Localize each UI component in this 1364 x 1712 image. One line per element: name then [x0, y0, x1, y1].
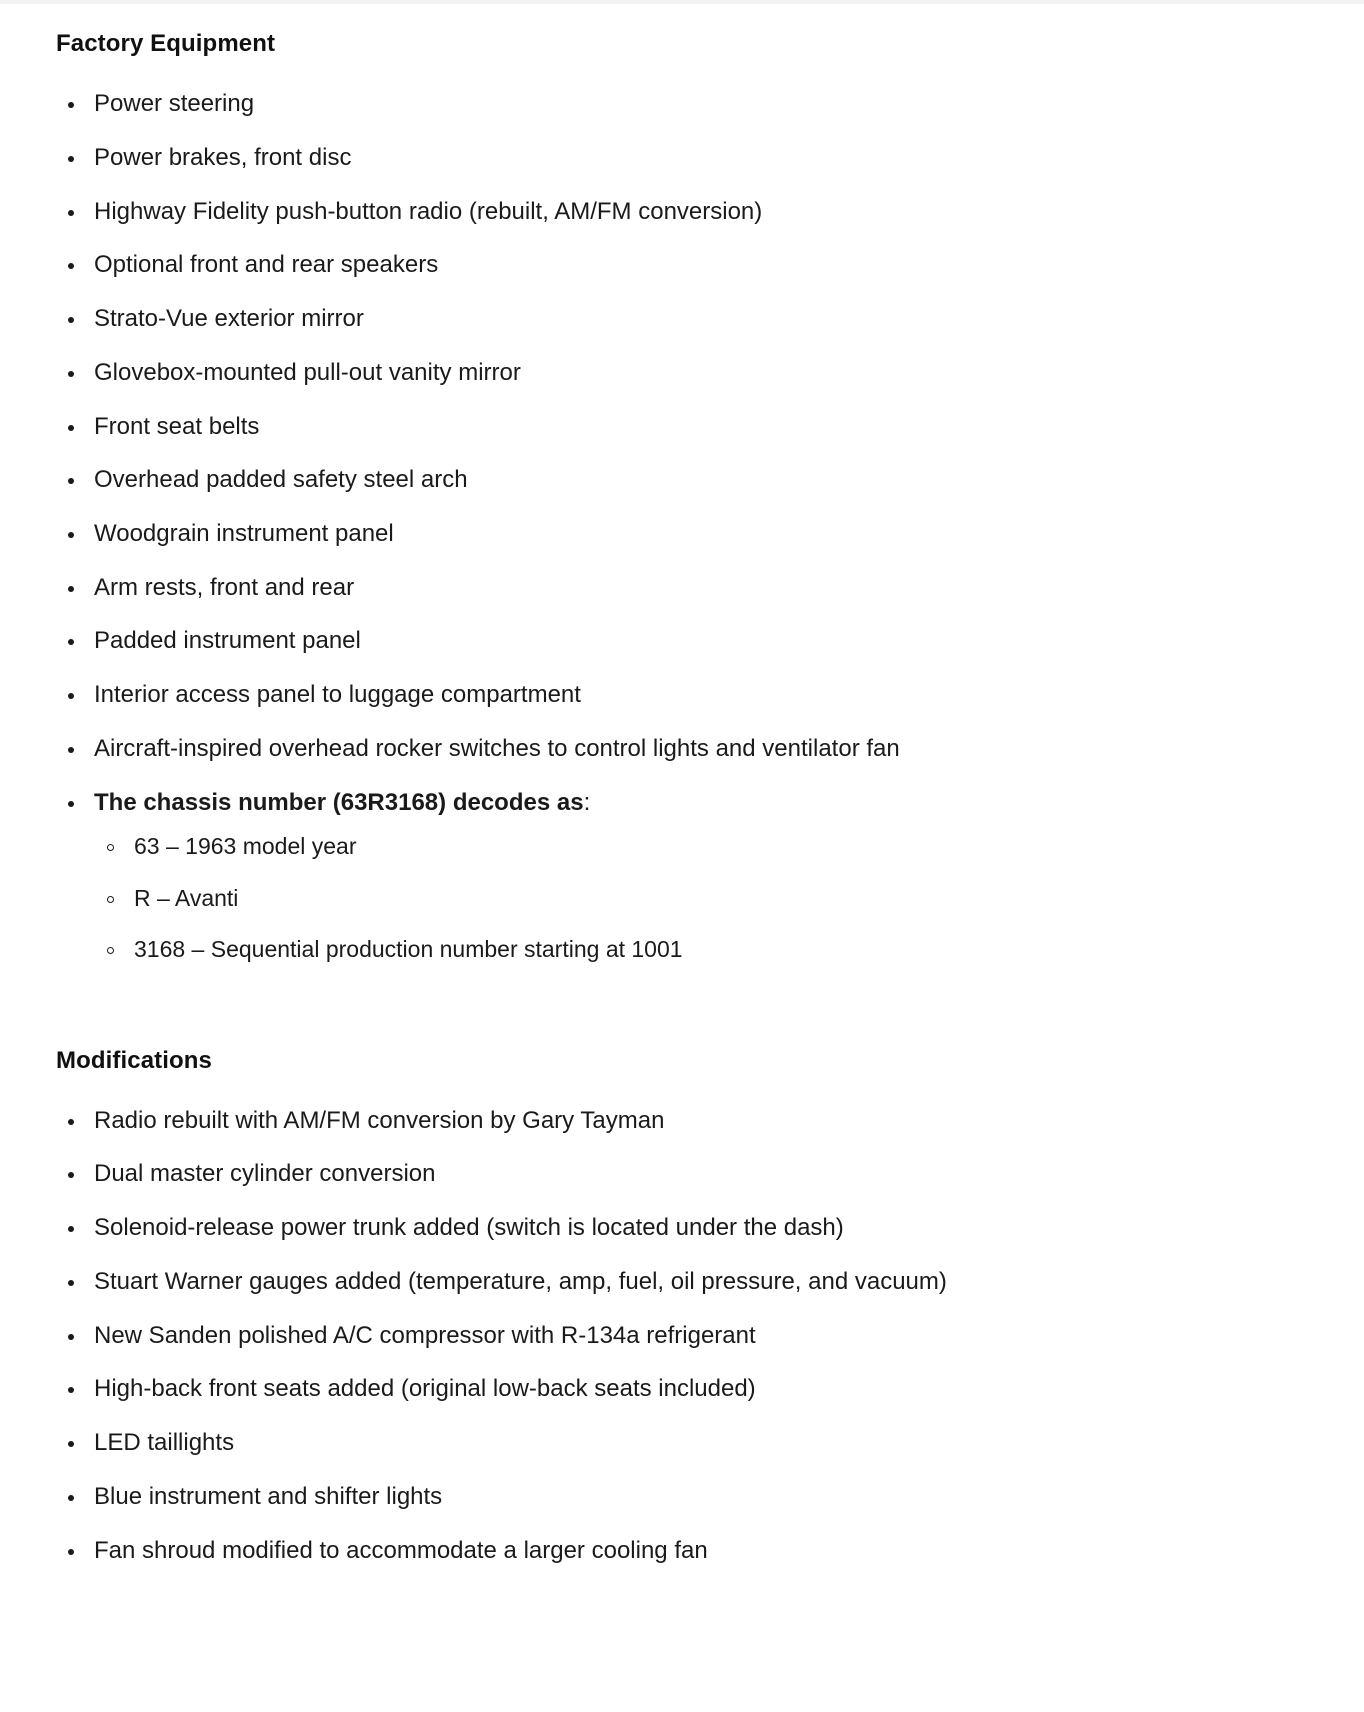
sub-list-item	[94, 935, 1308, 964]
list-item-text: Blue instrument and shifter lights	[94, 1482, 443, 1510]
sub-list-item	[94, 832, 1308, 861]
list-item	[56, 1267, 1308, 1298]
list-item	[56, 1428, 1308, 1459]
section-heading-modifications: Modifications	[56, 1046, 212, 1074]
list-item-text: Glovebox-mounted pull-out vanity mirror	[94, 358, 521, 386]
list-item-text: Optional front and rear speakers	[94, 251, 439, 279]
list-item-text: New Sanden polished A/C compressor with R-134a refrigerant	[94, 1321, 756, 1349]
chassis-decode-list	[94, 832, 1308, 964]
list-item	[56, 626, 1308, 657]
list-item-text: Overhead padded safety steel arch	[94, 466, 468, 494]
list-item	[56, 250, 1308, 281]
list-item	[56, 1374, 1308, 1405]
sub-list-item-text: 63 – 1963 model year	[134, 833, 357, 860]
list-item-text: Power brakes, front disc	[94, 143, 352, 171]
list-item-trailing: :	[583, 788, 591, 816]
section-modifications	[56, 1045, 1308, 1567]
list-item	[56, 519, 1308, 550]
list-item-text: Solenoid-release power trunk added (switch is located under the dash)	[94, 1214, 844, 1242]
list-item-text: Stuart Warner gauges added (temperature, amp, fuel, oil pressure, and vacuum)	[94, 1267, 947, 1295]
list-item-text: Radio rebuilt with AM/FM conversion by Gary Tayman	[94, 1106, 665, 1134]
list-item	[56, 465, 1308, 496]
list-item-text: Woodgrain instrument panel	[94, 519, 394, 547]
list-item	[56, 1106, 1308, 1137]
sub-list-item-text: R – Avanti	[134, 884, 239, 911]
list-item	[56, 1159, 1308, 1190]
list-item	[56, 573, 1308, 604]
list-item-text: Highway Fidelity push-button radio (rebuilt, AM/FM conversion)	[94, 197, 763, 225]
list-item	[56, 1213, 1308, 1244]
section-heading-factory-equipment: Factory Equipment	[56, 30, 276, 57]
list-item	[56, 89, 1308, 120]
list-item	[56, 680, 1308, 711]
list-item-text: Padded instrument panel	[94, 627, 361, 655]
list-item-text: The chassis number (63R3168) decodes as	[94, 788, 584, 816]
sub-list-item	[94, 884, 1308, 913]
list-item	[56, 1321, 1308, 1352]
list-item-text: Fan shroud modified to accommodate a larger cooling fan	[94, 1536, 708, 1564]
list-item-text: Dual master cylinder conversion	[94, 1160, 436, 1188]
list-item	[56, 734, 1308, 765]
list-item	[56, 412, 1308, 443]
list-item	[56, 1482, 1308, 1513]
list-item	[56, 304, 1308, 335]
factory-equipment-list	[56, 89, 1308, 964]
list-item	[56, 197, 1308, 228]
section-factory-equipment	[56, 28, 1308, 965]
list-item-chassis-number	[56, 788, 1308, 965]
list-item-text: Power steering	[94, 90, 255, 118]
modifications-list	[56, 1106, 1308, 1566]
page-top-divider	[0, 0, 1364, 4]
list-item-text: High-back front seats added (original low-back seats included)	[94, 1375, 756, 1403]
list-item	[56, 143, 1308, 174]
list-item	[56, 1536, 1308, 1567]
list-item-text: Aircraft-inspired overhead rocker switches to control lights and ventilator fan	[94, 734, 900, 762]
list-item-text: Interior access panel to luggage compartment	[94, 681, 581, 709]
list-item	[56, 358, 1308, 389]
list-item-text: Arm rests, front and rear	[94, 573, 355, 601]
sub-list-item-text: 3168 – Sequential production number starting at 1001	[134, 936, 683, 963]
list-item-text: Strato-Vue exterior mirror	[94, 305, 364, 333]
list-item-text: Front seat belts	[94, 412, 260, 440]
list-item-text: LED taillights	[94, 1429, 235, 1457]
